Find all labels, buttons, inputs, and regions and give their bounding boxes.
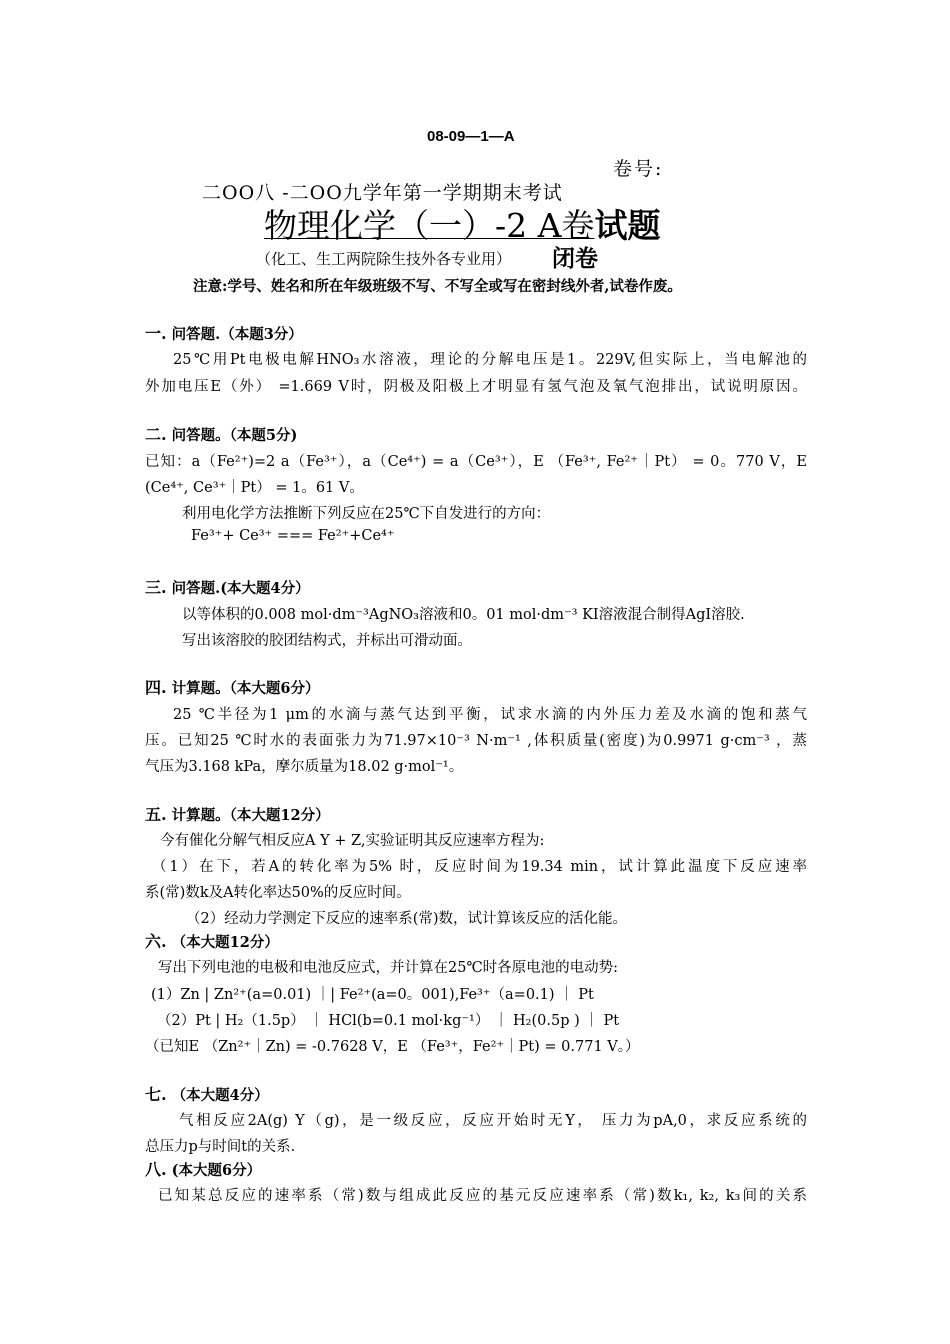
section-6-line-3: （2）Pt | H₂（1.5p） ｜ HCl(b=0.1 mol·kg⁻¹） ｜ H₂(0.5p ) ｜ Pt [157,1013,620,1029]
section-4-line-2: 压。已知25 ℃时水的表面张力为71.97×10⁻³ N·m⁻¹ ,体积质量(密度)为0.9971 g·cm⁻³ ，蒸 [145,733,807,749]
section-1-line-2: 外加电压E（外） =1.669 V时，阴极及阳极上才明显有氢气泡及氧气泡排出，试说明原因。 [145,379,807,395]
section-2-heading: 二. 问答题。（本题5分) [145,425,298,444]
section-5-line-3: 系(常)数k及A转化率达50%的反应时间。 [145,885,411,901]
section-3-heading: 三. 问答题.(本大题4分） [145,578,310,597]
section-6-heading: 六. （本大题12分） [145,932,279,951]
section-5-heading: 五. 计算题。（本大题12分） [145,805,330,824]
section-8-line-1: 已知某总反应的速率系（常)数与组成此反应的基元反应速率系（常)数k₁, k₂, k₃间的关系 [158,1188,807,1204]
section-2-line-1: 已知：a（Fe²⁺)=2 a（Fe³⁺），a（Ce⁴⁺) = a（Ce³⁺），E （Fe³⁺, Fe²⁺｜Pt） = 0。770 V，E [145,454,807,470]
section-6-line-4: （已知E （Zn²⁺｜Zn) = -0.7628 V，E （Fe³⁺，Fe²⁺｜Pt) = 0.771 V。） [145,1039,640,1055]
section-1-heading: 一. 问答题.（本题3分） [145,324,303,343]
section-3-line-1: 以等体积的0.008 mol·dm⁻³AgNO₃溶液和0。01 mol·dm⁻³ KI溶液混合制得AgI溶胶. [182,607,745,623]
section-1-line-1: 25℃用Pt电极电解HNO₃水溶液，理论的分解电压是1。229V,但实际上，当电解池的 [173,352,807,368]
section-2-line-2: (Ce⁴⁺, Ce³⁺｜Pt） = 1。61 V。 [145,480,364,496]
exam-title-main: 物理化学（一）-2 A卷 [264,206,595,245]
section-6-line-2: (1）Zn | Zn²⁺(a=0.01) ｜| Fe²⁺(a=0。001),Fe³⁺（a=0.1) ｜ Pt [151,987,594,1003]
section-6-line-1: 写出下列电池的电极和电池反应式，并计算在25℃时各原电池的电动势: [158,960,619,976]
exam-scope: （化工、生工两院除生技外各专业用） [256,250,512,268]
section-5-line-1: 今有催化分解气相反应A Y + Z,实验证明其反应速率方程为: [160,833,545,849]
exam-subtitle: 二OO八 -二OO九学年第一学期期末考试 [202,182,563,204]
section-2-equation: Fe³⁺+ Ce³⁺ === Fe²⁺+Ce⁴⁺ [191,528,395,544]
section-7-heading: 七. （本大题4分） [145,1085,269,1104]
section-8-heading: 八. (本大题6分） [145,1160,262,1179]
closed-book-label: 闭卷 [552,245,598,272]
exam-notice: 注意:学号、姓名和所在年级班级不写、不写全或写在密封线外者,试卷作废。 [193,278,682,295]
section-3-line-2: 写出该溶胶的胶团结构式，并标出可滑动面。 [182,633,472,649]
exam-code: 08-09—1—A [427,128,515,145]
section-4-line-3: 气压为3.168 kPa，摩尔质量为18.02 g·mol⁻¹。 [145,759,464,775]
volume-number-label: 卷号: [613,158,664,180]
section-5-line-4: （2）经动力学测定下反应的速率系(常)数，试计算该反应的活化能。 [186,911,628,927]
section-7-line-1: 气相反应2A(g) Y（g)，是一级反应，反应开始时无Y， 压力为pA,0，求反应系统的 [179,1113,807,1129]
section-2-line-3: 利用电化学方法推断下列反应在25℃下自发进行的方向： [182,506,551,522]
section-7-line-2: 总压力p与时间t的关系. [145,1139,296,1155]
section-4-line-1: 25 ℃半径为1 μm的水滴与蒸气达到平衡，试求水滴的内外压力差及水滴的饱和蒸气 [173,707,807,723]
section-4-heading: 四. 计算题。（本大题6分） [145,678,320,697]
exam-title-bold: 试题 [594,206,661,245]
section-5-line-2: （1）在下，若A的转化率为5% 时，反应时间为19.34 min，试计算此温度下反应速率 [152,859,807,875]
exam-title [264,200,660,247]
